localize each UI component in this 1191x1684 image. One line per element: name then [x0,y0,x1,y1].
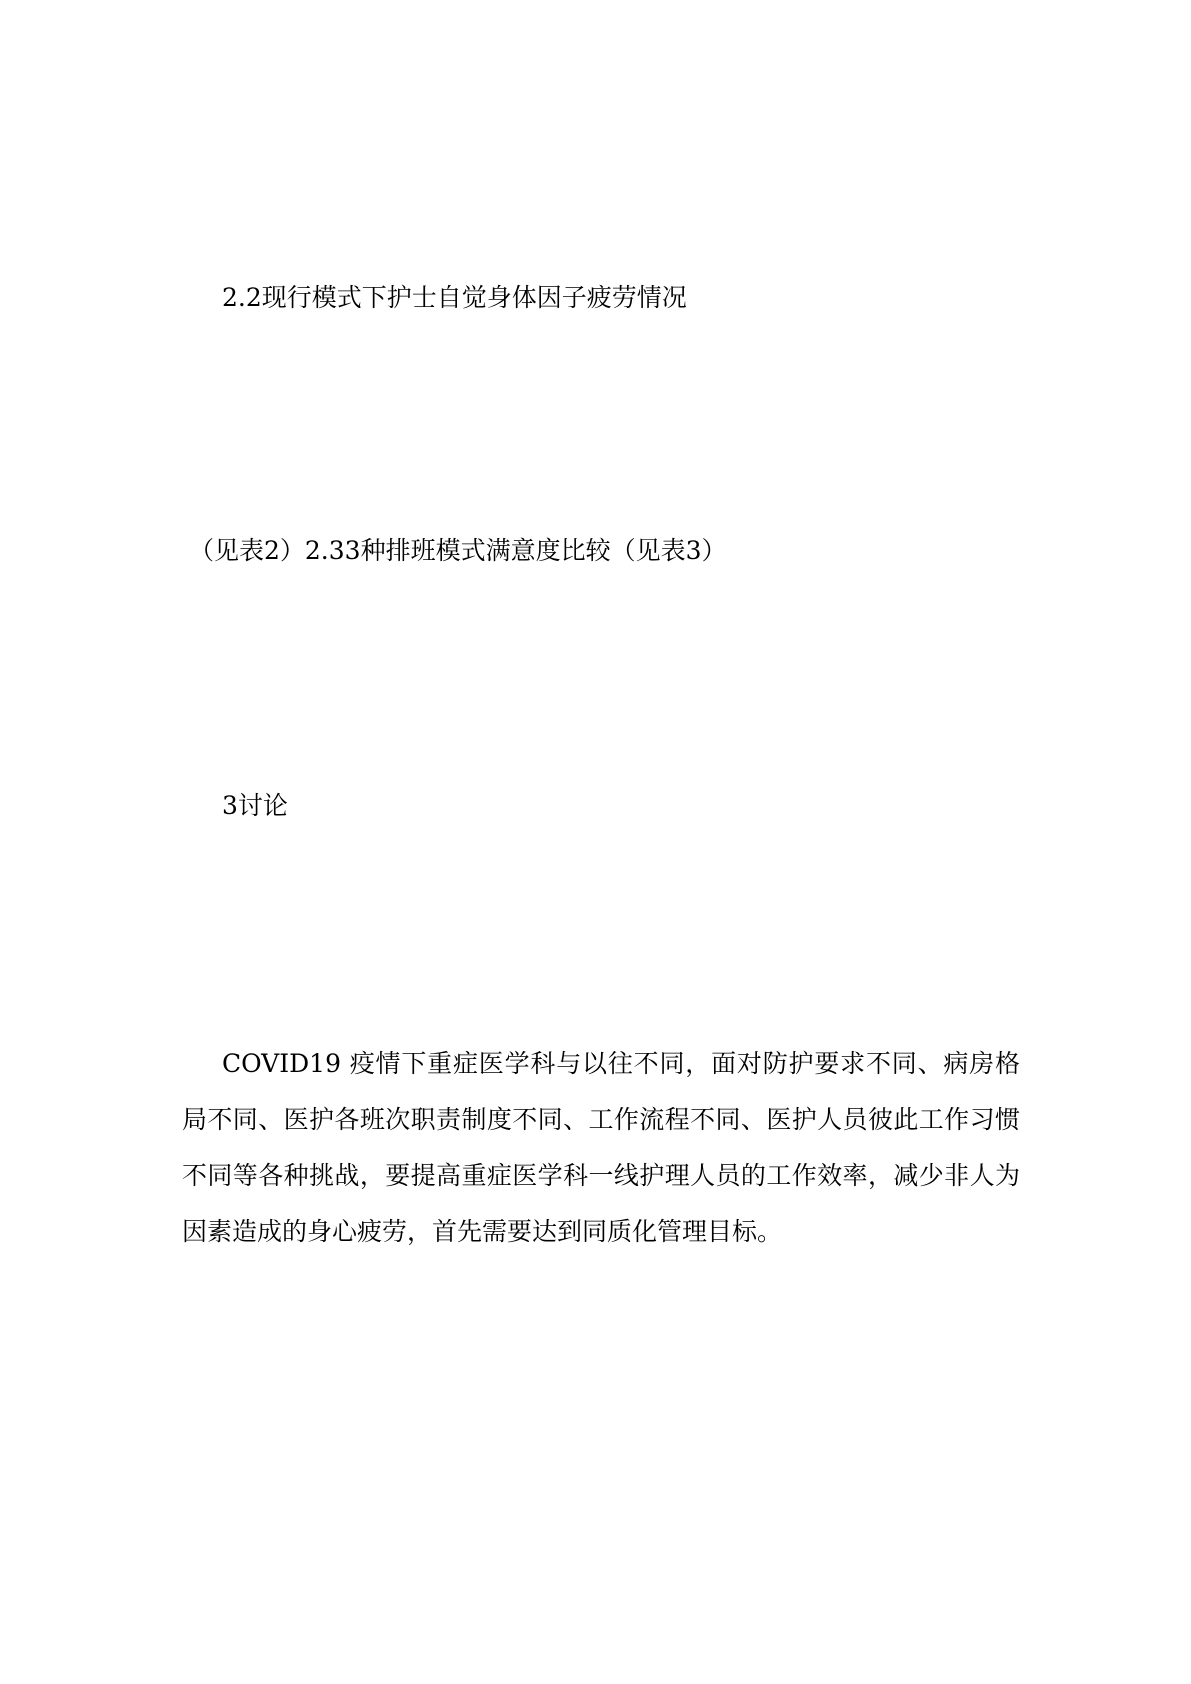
section-heading-3-discussion: 3讨论 [222,791,288,820]
discussion-paragraph: COVID19 疫情下重症医学科与以往不同，面对防护要求不同、病房格局不同、医护各班次职责制度不同、工作流程不同、医护人员彼此工作习惯不同等各种挑战，要提高重症医学科一线护理人员的工作效率，减少非人为因素造成的身心疲劳，首先需要达到同质化管理目标。 [182,1049,1020,1246]
table-references-line: （见表2）2.33种排班模式满意度比较（见表3） [189,536,727,565]
section-heading-2-2: 2.2现行模式下护士自觉身体因子疲劳情况 [222,283,687,312]
